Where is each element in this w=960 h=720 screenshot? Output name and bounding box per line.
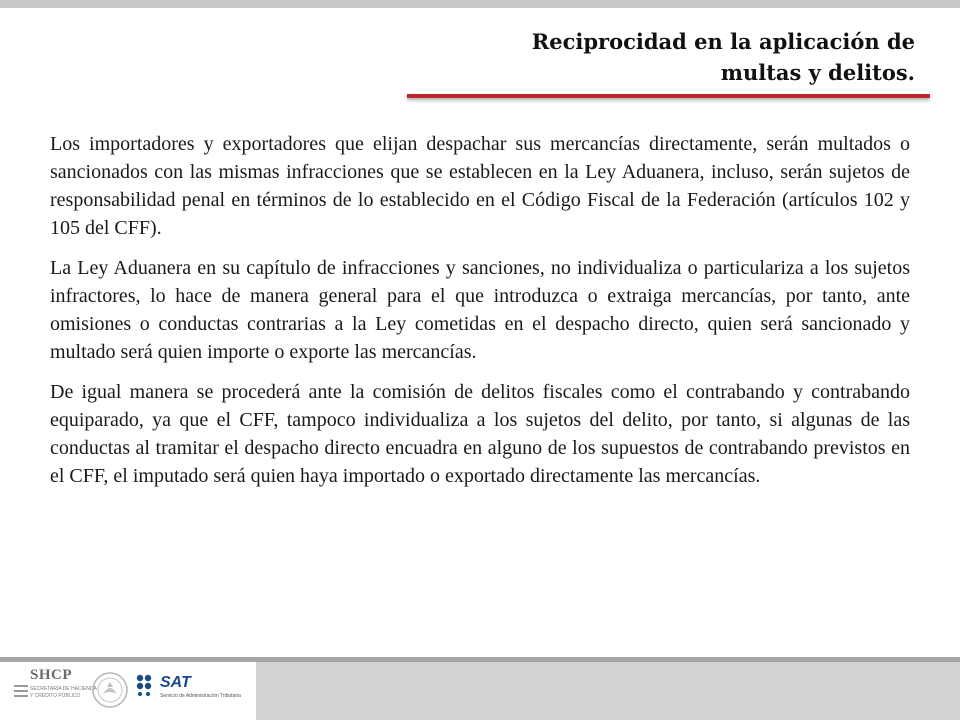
national-seal-icon bbox=[90, 670, 130, 710]
sat-subtitle: Servicio de Administración Tributaria bbox=[160, 693, 241, 699]
sat-logo-icon bbox=[136, 672, 246, 708]
shcp-logo-icon bbox=[12, 666, 97, 716]
slide-body bbox=[50, 130, 910, 502]
shcp-stripes-icon bbox=[14, 685, 28, 697]
paragraph-2: La Ley Aduanera en su capítulo de infracciones y sanciones, no individualiza o particulariza a los sujetos infractores, lo hace de manera general para el que introduzca o extraiga mercancías, por tanto, ante omisiones o conductas contrarias a la Ley cometidas en el despacho directo, quien será sancionado y multado será quien importe o exporte las mercancías. bbox=[50, 257, 910, 363]
slide-title bbox=[355, 26, 915, 88]
sat-name: SAT bbox=[160, 674, 191, 691]
sat-dots-icon bbox=[136, 674, 156, 696]
title-underline bbox=[407, 94, 930, 98]
slide-title-line-2: multas y delitos. bbox=[720, 60, 915, 85]
paragraph-1: Los importadores y exportadores que elijan despachar sus mercancías directamente, serán multados o sancionados con las mismas infracciones que se establecen en la Ley Aduanera, incluso, serán sujetos de responsabilidad penal en términos de lo establecido en el Código Fiscal de la Federación (artículos 102 y 105 del CFF). bbox=[50, 133, 910, 239]
slide-title-line-1: Reciprocidad en la aplicación de bbox=[531, 29, 915, 54]
shcp-name: SHCP bbox=[30, 667, 73, 683]
footer-band bbox=[256, 662, 960, 720]
top-bar bbox=[0, 0, 960, 8]
shcp-subtitle: SECRETARÍA DE HACIENDA Y CRÉDITO PÚBLICO bbox=[30, 686, 97, 699]
paragraph-3: De igual manera se procederá ante la comisión de delitos fiscales como el contrabando y contrabando equiparado, ya que el CFF, tampoco individualiza a los sujetos del delito, por tanto, si algunas de las conductas al tramitar el despacho directo encuadra en alguno de los supuestos de contrabando previstos en el CFF, el imputado será quien haya importado o exportado directamente las mercancías. bbox=[50, 381, 910, 487]
